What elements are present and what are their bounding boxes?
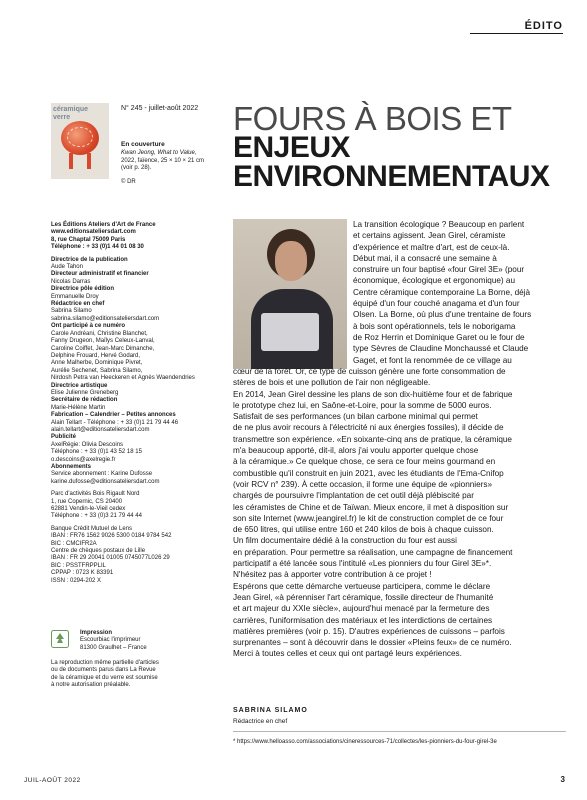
repro-line: à notre autorisation préalable. (51, 682, 131, 689)
cover-title-line2: verre (53, 114, 71, 121)
article-line: Centre céramique contemporaine La Borne, déjà (353, 287, 531, 297)
article-line: à bois sont opérationnels, tels le noborigama (353, 321, 516, 331)
cover-caption-line: Kwan Jeong, What to Value, (121, 150, 197, 156)
reproduction-notice (51, 660, 221, 690)
article-line: N'hésitez pas à apporter votre contribution à ce projet ! (233, 570, 432, 580)
article-intro (353, 219, 566, 366)
article-line: Satisfait de ses performances (un bilan carbone minimal qui permet (233, 412, 478, 422)
article-line: de Roz Herrin et Dominique Garet ou le four de (353, 332, 525, 342)
masthead-line: Aude Tahon (51, 264, 83, 271)
masthead-line: Alain Tellart - Téléphone : + 33 (0)1 21 79 44 46 (51, 419, 179, 426)
imprint-line: 81300 Graulhet – France (80, 644, 147, 651)
masthead-line: Carole Andréani, Christine Blanchet, (51, 330, 148, 337)
footnote-link[interactable]: * https://www.helloasso.com/associations/cineressources-71/collectes/les-pionniers-du-four-girel-3e (233, 739, 497, 745)
article-line: économique, écologique et ergonomique) au (353, 276, 516, 286)
headline-bold (233, 133, 549, 191)
article-line: à la céramique.» Ce quelque chose, ce sera ce four meins gourmand en (233, 457, 496, 467)
article-line: participatif a été lancée sous l'intitulé «Les pionniers du four Girel 3E»*. (233, 559, 492, 569)
article-line: stères de bois et une pollution de l'air non négligeable. (233, 378, 431, 388)
repro-line: de la céramique et du verre est soumise (51, 674, 158, 681)
cover-label: En couverture (121, 141, 165, 148)
masthead-line: Téléphone : + 33 (0)1 43 52 18 15 (51, 449, 142, 456)
masthead-line: Emmanuelle Droy (51, 293, 99, 300)
article-line: d'expérience et maître d'art, est de ceux-là. (353, 242, 510, 252)
article-line: m'a beaucoup apporté, dit-il, alors j'ai voulu apporter quelque chose (233, 446, 479, 456)
article-line: de ne plus avoir recours à l'électricité ni aux énergies fossiles), il décide de (233, 423, 504, 433)
masthead-heading: Secrétaire de rédaction (51, 397, 118, 404)
article-line: équipé d'un four couché anagama et d'un four (353, 299, 520, 309)
headline-line1: FOURS À BOIS ET (233, 100, 512, 137)
masthead-line: Parc d'activités Bois Rigault Nord (51, 491, 140, 498)
article-body (233, 366, 566, 660)
masthead-line: AxelRégie: Olivia Descoins (51, 441, 124, 448)
masthead-heading: Téléphone : + 33 (0)1 44 01 08 30 (51, 244, 144, 251)
article-line: type Sèvres de Claudine Monchaussé et Claude (353, 344, 529, 354)
masthead-line: Elise Julienne Greneberg (51, 389, 119, 396)
masthead-heading: Les Éditions Ateliers d'Art de France (51, 222, 156, 228)
article-line: Olsen. La Borne, où plus d'une trentaine de fours (353, 310, 532, 320)
issue-number: N° 245 - juillet-août 2022 (121, 105, 199, 112)
article-line: carrières, l'uniformisation des matériaux et les interdictions de certaines (233, 615, 493, 625)
page-number: 3 (560, 775, 565, 784)
article-line: transmettre son expérience. «En soixante-cinq ans de pratique, la céramique (233, 434, 512, 444)
masthead-heading: Directrice de la publication (51, 256, 128, 263)
repro-line: ou de documents parus dans La Revue (51, 667, 156, 674)
masthead-line: Caroline Coiffet, Jean-Marc Dimanche, (51, 345, 155, 352)
article-line: chargés de poursuivre l'implantation de cet outil déjà plébiscité par (233, 491, 474, 501)
masthead-heading: Ont participé à ce numéro (51, 323, 126, 330)
masthead-line: Centre de chèques postaux de Lille (51, 548, 146, 555)
masthead-line: Sabrina Silamo (51, 308, 92, 315)
masthead-heading: Publicité (51, 434, 77, 441)
portrait-face (275, 241, 307, 281)
article-line: Espérons que cette démarche vertueuse participera, comme le déclare (233, 581, 491, 591)
article-line: construire un four baptisé «four Girel 3E» (pour (353, 265, 525, 275)
folio-date: JUIL-AOÛT 2022 (24, 777, 81, 784)
article-line: Gaget, et font la renommée de ce village au (353, 355, 512, 365)
article-line: Début mai, il a consacré une semaine à (353, 253, 497, 263)
section-divider (470, 33, 563, 34)
masthead-line: IBAN : FR 29 20041 01005 0745077L026 29 (51, 555, 170, 562)
imprint (80, 630, 147, 652)
cover-thumbnail (51, 103, 109, 179)
masthead-line: o.descoins@axelregie.fr (51, 456, 116, 463)
article-line: surprenantes – sont à découvrir dans le dossier «Pleins feux» de ce numéro. (233, 638, 512, 648)
fsc-logo-icon (51, 630, 69, 648)
masthead-heading: Directrice pôle édition (51, 286, 115, 293)
cover-sculpture-image (61, 121, 99, 155)
masthead-line: Aurélie Sechenet, Sabrina Silamo, (51, 367, 143, 374)
masthead-line: ISSN : 0294-202 X (51, 577, 102, 584)
masthead-line: Nicolas Darras (51, 278, 91, 285)
cover-caption (121, 150, 221, 173)
cover-masthead (53, 106, 88, 122)
masthead-line: Marie-Hélène Martin (51, 404, 106, 411)
masthead-line: IBAN : FR76 1562 9026 5300 0184 9784 542 (51, 533, 172, 540)
section-tag: ÉDITO (524, 20, 563, 32)
masthead-line: sabrina.silamo@editionsateliersdart.com (51, 315, 160, 322)
masthead-line: Fanny Drugeon, Maïlys Celeux-Lanval, (51, 338, 155, 345)
signature: SABRINA SILAMO (233, 707, 308, 714)
masthead (51, 222, 216, 585)
masthead-line: 62881 Vendin-le-Vieil cedex (51, 506, 126, 513)
article-line: La transition écologique ? Beaucoup en parlent (353, 220, 525, 229)
article-line: et art majeur du XXIe siècle», aujourd'hui menacé par la fermeture des (233, 604, 490, 614)
article-line: en préparation. Pour permettre sa réalisation, une campagne de financement (233, 547, 513, 557)
glass-object (261, 313, 319, 351)
cover-sculpture-leg (87, 153, 91, 169)
article-line: cœur de la forêt. Or, ce type de cuisson génère une forte consommation de (233, 367, 506, 376)
masthead-heading: Fabrication – Calendrier – Petites annonces (51, 412, 176, 419)
article-line: combustible qu'il construit en juin 2021, avec les étudiants de l'Ema-Cnifop (233, 468, 504, 478)
cover-sculpture-leg (69, 153, 73, 169)
masthead-line: alain.tellart@editionsateliersdart.com (51, 426, 150, 433)
masthead-line: Banque Crédit Mutuel de Lens (51, 525, 133, 532)
masthead-line: BIC : CMCIFR2A (51, 540, 97, 547)
article-line: et certains agissent. Jean Girel, céramiste (353, 231, 506, 241)
masthead-heading: Directrice artistique (51, 382, 108, 389)
masthead-line: Téléphone : + 33 (0)3 21 79 44 44 (51, 513, 142, 520)
masthead-line: karine.dufosse@editionsateliersdart.com (51, 478, 160, 485)
article-line: En 2014, Jean Girel dessine les plans de son dix-huitième four et de fabrique (233, 389, 513, 399)
article-line: matières premières (voir p. 15). D'autres expériences de cuissons – parfois (233, 626, 505, 636)
article-line: les céramistes de Chine et de Taïwan. Mieux encore, il met à disposition sur (233, 502, 509, 512)
headline-line2: ENJEUX (233, 131, 351, 164)
masthead-line: Anne Malherbe, Dominique Pivret, (51, 360, 143, 367)
masthead-heading: www.editionsateliersdart.com (51, 229, 136, 236)
cover-caption-line: 2022, faïence, 25 × 10 × 21 cm (121, 157, 205, 164)
masthead-heading: 8, rue Chaptal 75009 Paris (51, 236, 126, 243)
article-line: le prototype chez lui, en Saône-et-Loire, pour la somme de 5000 euros. (233, 400, 492, 410)
article-line: de 650 litres, qui utilise entre 160 et 240 kilos de bois à chaque cuisson. (233, 525, 494, 535)
cover-title-line1: céramique (53, 106, 89, 113)
cover-credit: © DR (121, 179, 136, 185)
article-line: (voir RCV n° 239). À cette occasion, il forme une équipe de «pionniers» (233, 479, 493, 489)
portrait-photo (233, 219, 347, 369)
repro-line: La reproduction même partielle d'articles (51, 660, 159, 666)
signature-role: Rédactrice en chef (233, 718, 288, 725)
imprint-label: Impression (80, 630, 113, 636)
article-line: Merci à toutes celles et ceux qui ont partagé leurs expériences. (233, 649, 462, 659)
masthead-heading: Abonnements (51, 464, 92, 470)
masthead-line: 1, rue Copernic, CS 20400 (51, 498, 123, 505)
imprint-line: Escourbiac l'imprimeur (80, 637, 141, 644)
masthead-line: CPPAP : 0723 K 83391 (51, 570, 114, 577)
article-line: son site Internet (www.jeangirel.fr) le kit de construction complet de ce four (233, 513, 504, 523)
masthead-line: BIC : PSSTFRPPLIL (51, 562, 107, 569)
headline-line3: ENVIRONNEMENTAUX (233, 160, 550, 193)
masthead-line: Service abonnement : Karine Dufosse (51, 471, 153, 478)
article-line: Un film documentaire dédié à la construction du four est aussi (233, 536, 457, 546)
masthead-heading: Rédactrice en chef (51, 301, 105, 308)
masthead-line: Delphine Frouard, Hervé Godard, (51, 352, 141, 359)
cover-caption-line: (voir p. 28). (121, 165, 152, 171)
article-line: Jean Girel, «à pérenniser l'art céramique, fossile directeur de l'humanité (233, 592, 494, 602)
footnote-divider (233, 731, 566, 732)
masthead-line: Nirdosh Petra van Heeckeren et Agnès Waendendries (51, 375, 195, 382)
masthead-heading: Directeur administratif et financier (51, 271, 149, 278)
